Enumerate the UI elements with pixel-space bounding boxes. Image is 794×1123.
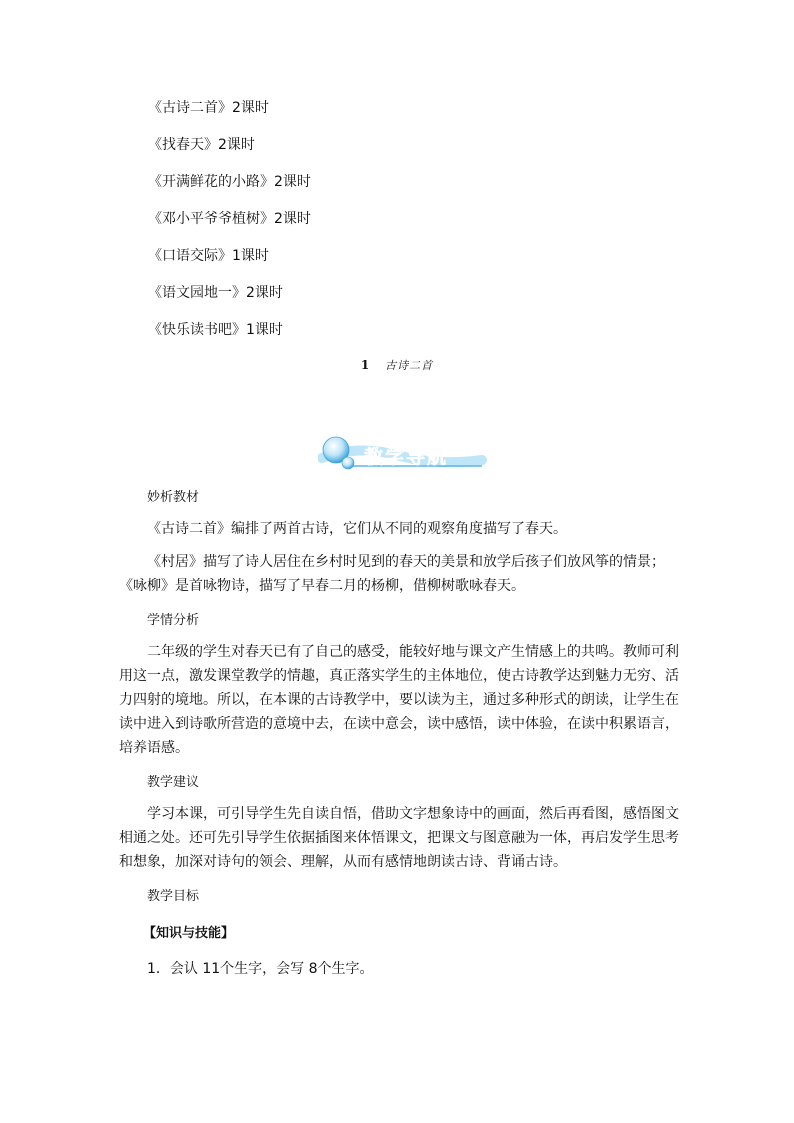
paragraph: 《村居》描写了诗人居住在乡村时见到的春天的美景和放学后孩子们放风筝的情景；《咏柳》是首咏物诗，描写了早春二月的杨柳，借柳树歌咏春天。 bbox=[119, 554, 665, 594]
lesson-title bbox=[0, 357, 794, 373]
schedule-item: 《快乐读书吧》1课时 bbox=[148, 322, 283, 338]
paragraph: 学习本课，可引导学生先自读自悟，借助文字想象诗中的画面，然后再看图，感悟图文相通之处。还可先引导学生依据插图来体悟课文，把课文与图意融为一体，再启发学生思考和想象，加深对诗句的领会、理解，从而有感情地朗读古诗、背诵古诗。 bbox=[119, 806, 679, 870]
heading-knowledge-skills: 【知识与技能】 bbox=[143, 926, 235, 941]
lesson-number: 1 bbox=[360, 358, 370, 372]
banner-text: 教学导航 bbox=[364, 446, 449, 468]
lesson-name: 古诗二首 bbox=[385, 359, 434, 372]
schedule-item: 《开满鲜花的小路》2课时 bbox=[148, 174, 311, 190]
schedule-item: 《语文园地一》2课时 bbox=[148, 285, 283, 301]
heading-textbook-analysis: 妙析教材 bbox=[147, 490, 200, 505]
schedule-item: 《找春天》2课时 bbox=[148, 137, 255, 153]
goal-item: 1．会认 11个生字，会写 8个生字。 bbox=[147, 961, 374, 977]
teaching-navigation-banner bbox=[318, 432, 488, 476]
schedule-item: 《邓小平爷爷植树》2课时 bbox=[148, 211, 311, 227]
heading-teaching-suggestions: 教学建议 bbox=[147, 775, 200, 790]
schedule-item: 《口语交际》1课时 bbox=[148, 248, 269, 264]
heading-student-analysis: 学情分析 bbox=[147, 613, 200, 628]
heading-teaching-goals: 教学目标 bbox=[147, 889, 200, 904]
bubble-small-icon bbox=[342, 457, 354, 469]
schedule-item: 《古诗二首》2课时 bbox=[148, 100, 269, 116]
paragraph: 二年级的学生对春天已有了自己的感受，能较好地与课文产生情感上的共鸣。教师可利用这一点，激发课堂教学的情趣，真正落实学生的主体地位，使古诗教学达到魅力无穷、活力四射的境地。所以，在本课的古诗教学中，要以读为主，通过多种形式的朗读，让学生在读中进入到诗歌所营造的意境中去，在读中意会，读中感悟，读中体验，在读中积累语言，培养语感。 bbox=[119, 644, 679, 756]
lesson-schedule bbox=[148, 98, 311, 357]
lesson-content bbox=[119, 484, 679, 981]
paragraph: 《古诗二首》编排了两首古诗，它们从不同的观察角度描写了春天。 bbox=[147, 521, 567, 537]
